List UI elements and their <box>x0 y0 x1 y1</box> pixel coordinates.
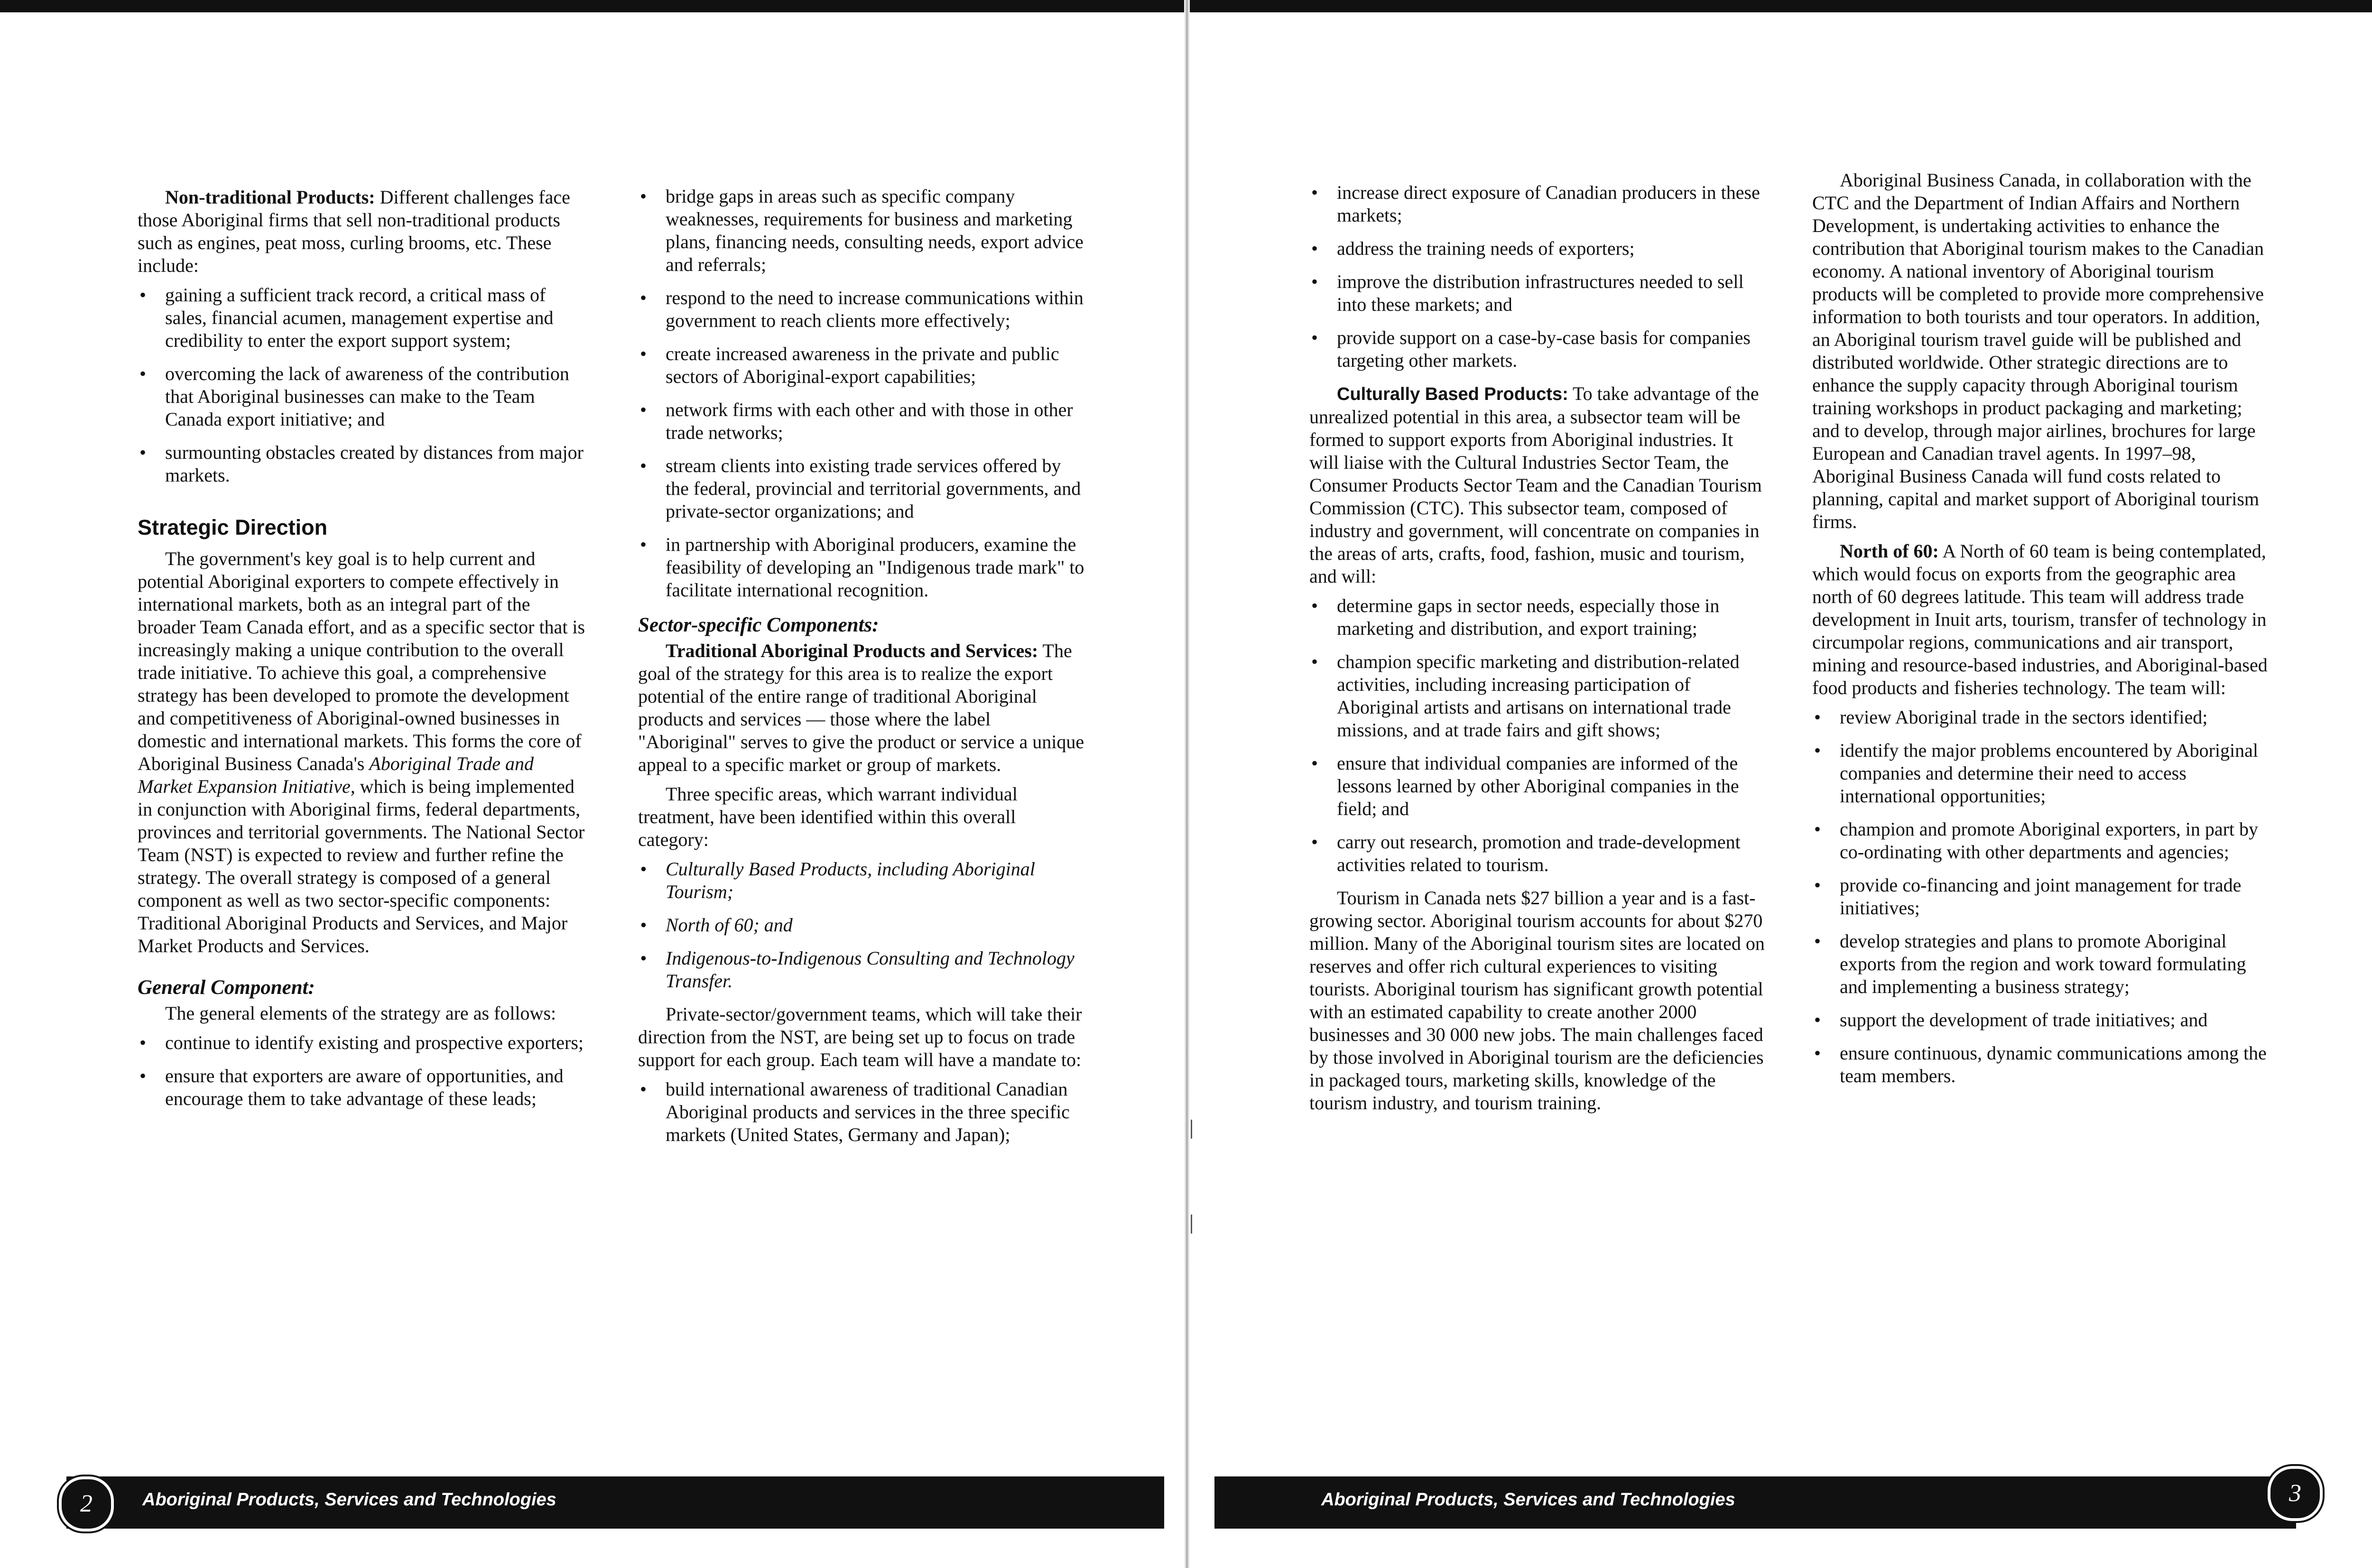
bullet-icon: • <box>139 1065 147 1086</box>
column-2 <box>638 180 1089 1157</box>
lead-traditional: Traditional Aboriginal Products and Services: <box>666 640 1038 661</box>
page-number-right: 3 <box>2268 1466 2323 1521</box>
scan-mark <box>1191 1120 1192 1139</box>
list-item-text: North of 60; and <box>666 914 793 936</box>
column-1 <box>138 186 588 1121</box>
footer-title: Aboriginal Products, Services and Technologies <box>142 1490 556 1510</box>
list-item-text: bridge gaps in areas such as specific company weaknesses, requirements for business and marketing plans, financing needs, consulting needs, export advice and referrals; <box>666 186 1084 275</box>
bullet-icon: • <box>1311 238 1318 259</box>
bullet-icon: • <box>1814 874 1821 896</box>
bullet-icon: • <box>1814 740 1821 761</box>
paragraph-traditional <box>638 640 1089 776</box>
list-item <box>138 1065 588 1110</box>
list-item <box>638 947 1089 993</box>
lead-north-of-60: North of 60: <box>1840 540 1939 562</box>
list-item <box>1309 594 1765 640</box>
footer-bar-left <box>66 1476 1164 1529</box>
list-item-text: continue to identify existing and prospective exporters; <box>165 1032 584 1053</box>
bullet-icon: • <box>1311 271 1318 292</box>
bullet-icon: • <box>640 455 647 476</box>
list-item-text: increase direct exposure of Canadian producers in these markets; <box>1337 182 1760 226</box>
list-item <box>1812 818 2268 863</box>
bullet-icon: • <box>640 534 647 555</box>
list-item-text: improve the distribution infrastructures needed to sell into these markets; and <box>1337 271 1744 315</box>
list-item-text: champion specific marketing and distribution-related activities, including increasing participation of Aboriginal artists and artisans on international trade missions, and at trade fairs and gift shows; <box>1337 651 1740 741</box>
paragraph-general: The general elements of the strategy are as follows: <box>165 1002 556 1024</box>
list-item-text: create increased awareness in the private and public sectors of Aboriginal-export capabilities; <box>666 343 1059 387</box>
bullet-list <box>638 185 1089 602</box>
paragraph-north-of-60 <box>1812 540 2268 699</box>
bullet-icon: • <box>1814 1009 1821 1030</box>
bullet-list <box>1309 594 1765 876</box>
bullet-list <box>638 858 1089 993</box>
list-item-text: carry out research, promotion and trade-development activities related to tourism. <box>1337 831 1741 875</box>
bullet-icon: • <box>640 858 647 880</box>
list-item <box>1812 1042 2268 1087</box>
bullet-icon: • <box>1311 595 1318 616</box>
lead-nontraditional: Non-traditional Products: <box>165 186 375 208</box>
list-item <box>638 914 1089 937</box>
list-item-text: identify the major problems encountered by Aboriginal companies and determine their need to access international opportunities; <box>1840 740 2258 807</box>
list-item <box>1812 739 2268 807</box>
footer-title: Aboriginal Products, Services and Technologies <box>1321 1490 1735 1510</box>
column-3 <box>1309 176 1765 1121</box>
bullet-list <box>1309 181 1765 372</box>
list-item-text: in partnership with Aboriginal producers, examine the feasibility of developing an "Indigenous trade mark" to facilitate international recognition. <box>666 534 1084 601</box>
bullet-icon: • <box>1311 752 1318 774</box>
list-item <box>1309 752 1765 820</box>
paragraph-strategy <box>138 547 588 957</box>
paragraph-text: which is being implemented in conjunction with Aboriginal firms, federal departments, provinces and territorial governments. The National Sector Team (NST) is expected to review and further refine the strategy. The overall strategy is composed of a general component as well as two sector-specific components: Traditional Aboriginal Products and Services, and Major Market Products and Services. <box>138 776 585 956</box>
paragraph-three-areas: Three specific areas, which warrant individual treatment, have been identified within this overall category: <box>638 783 1018 850</box>
bullet-icon: • <box>1814 930 1821 952</box>
list-item-text: ensure that exporters are aware of opportunities, and encourage them to take advantage of these leads; <box>165 1065 564 1109</box>
list-item <box>138 1031 588 1054</box>
bullet-icon: • <box>1814 706 1821 728</box>
list-item <box>1309 181 1765 227</box>
bullet-icon: • <box>640 1078 647 1100</box>
bullet-icon: • <box>640 914 647 936</box>
bullet-icon: • <box>1311 651 1318 672</box>
scan-mark <box>1191 1215 1192 1234</box>
list-item <box>1309 237 1765 260</box>
list-item-text: gaining a sufficient track record, a critical mass of sales, financial acumen, management expertise and credibility to enter the export support system; <box>165 284 554 351</box>
bullet-list <box>1812 706 2268 1087</box>
list-item <box>638 533 1089 602</box>
heading-strategic-direction: Strategic Direction <box>138 515 328 539</box>
column-4 <box>1812 169 2268 1098</box>
bullet-icon: • <box>139 1032 147 1053</box>
bullet-icon: • <box>640 947 647 969</box>
bullet-icon: • <box>640 186 647 207</box>
bullet-icon: • <box>640 287 647 308</box>
list-item-text: stream clients into existing trade services offered by the federal, provincial and territorial governments, and private-sector organizations; and <box>666 455 1081 522</box>
list-item-text: ensure that individual companies are informed of the lessons learned by other Aboriginal companies in the field; and <box>1337 752 1739 819</box>
paragraph-text: A North of 60 team is being contemplated, which would focus on exports from the geographic area north of 60 degrees latitude. This team will address trade development in Inuit arts, tourism, transfer of technology in circumpolar regions, communications and air transport, mining and resource-based industries, and Aboriginal-based food products and fisheries technology. The team will: <box>1812 540 2268 698</box>
list-item <box>1812 706 2268 729</box>
list-item <box>138 284 588 352</box>
list-item <box>638 1078 1089 1146</box>
list-item-text: Indigenous-to-Indigenous Consulting and Technology Transfer. <box>666 947 1075 992</box>
list-item <box>138 362 588 431</box>
paragraph-culturally-based <box>1309 382 1765 588</box>
bullet-list <box>138 284 588 487</box>
list-item <box>138 441 588 487</box>
book-spine <box>1184 0 1190 1568</box>
list-item-text: address the training needs of exporters; <box>1337 238 1635 259</box>
paragraph-tourism: Tourism in Canada nets $27 billion a year and is a fast-growing sector. Aboriginal tourism accounts for about $270 million. Many of the Aboriginal tourism sites are located on reserves and offer rich cultural experiences to visiting tourists. Aboriginal tourism has significant growth potential with an estimated capability to create another 2000 businesses and 30 000 new jobs. The main challenges faced by those involved in Aboriginal tourism are the deficiencies in packaged tours, marketing skills, knowledge of the tourism industry, and tourism training. <box>1309 887 1765 1113</box>
paragraph-text: The goal of the strategy for this area is to realize the export potential of the entire range of traditional Aboriginal products and services — those where the label "Aboriginal" serves to give the product or service a unique appeal to a specific market or group of markets. <box>638 640 1084 775</box>
list-item <box>1309 831 1765 876</box>
bullet-icon: • <box>640 399 647 420</box>
list-item-text: champion and promote Aboriginal exporters, in part by co-ordinating with other departments and agencies; <box>1840 818 2259 863</box>
bullet-list <box>638 1078 1089 1146</box>
list-item <box>638 185 1089 276</box>
bullet-icon: • <box>139 442 147 463</box>
list-item-text: review Aboriginal trade in the sectors identified; <box>1840 706 2208 728</box>
list-item <box>1812 1009 2268 1031</box>
list-item <box>1812 930 2268 998</box>
list-item-text: network firms with each other and with those in other trade networks; <box>666 399 1073 443</box>
list-item-text: determine gaps in sector needs, especially those in marketing and distribution, and export training; <box>1337 595 1720 639</box>
bullet-icon: • <box>1311 831 1318 853</box>
list-item <box>1309 326 1765 372</box>
bullet-icon: • <box>139 284 147 306</box>
paragraph-text: The government's key goal is to help current and potential Aboriginal exporters to compete effectively in international markets, both as an integral part of the broader Team Canada effort, and as a specific sector that is increasingly making a unique contribution to the overall trade initiative. To achieve this goal, a comprehensive strategy has been developed to promote the development and competitiveness of Aboriginal-owned businesses in domestic and international markets. This forms the core of Aboriginal Business Canada's <box>138 548 585 774</box>
bullet-icon: • <box>1311 327 1318 348</box>
list-item-text: support the development of trade initiatives; and <box>1840 1009 2208 1030</box>
bullet-list <box>138 1031 588 1110</box>
paragraph-text: To take advantage of the unrealized potential in this area, a subsector team will be formed to support exports from Aboriginal industries. It will liaise with the Cultural Industries Sector Team, the Consumer Products Sector Team and the Canadian Tourism Commission (CTC). This subsector team, composed of industry and government, will concentrate on companies in the areas of arts, crafts, food, fashion, music and tourism, and will: <box>1309 383 1762 587</box>
lead-culturally-based: Culturally Based Products: <box>1337 384 1568 404</box>
list-item-text: build international awareness of traditional Canadian Aboriginal products and services in the three specific markets (United States, Germany and Japan); <box>666 1078 1070 1145</box>
bullet-icon: • <box>1814 1042 1821 1064</box>
list-item <box>1812 874 2268 919</box>
list-item-text: surmounting obstacles created by distances from major markets. <box>165 442 584 486</box>
list-item <box>638 287 1089 332</box>
paragraph-text: Different challenges face those Aboriginal firms that sell non-traditional products such as engines, peat moss, curling brooms, etc. These include: <box>138 186 570 276</box>
list-item-text: provide co-financing and joint management for trade initiatives; <box>1840 874 2242 919</box>
list-item-text: ensure continuous, dynamic communications among the team members. <box>1840 1042 2267 1086</box>
list-item-text: provide support on a case-by-case basis for companies targeting other markets. <box>1337 327 1751 371</box>
heading-general-component: General Component: <box>138 976 315 999</box>
list-item-text: develop strategies and plans to promote Aboriginal exports from the region and work toward formulating and implementing a business strategy; <box>1840 930 2246 997</box>
list-item <box>1309 650 1765 742</box>
bullet-icon: • <box>1311 182 1318 203</box>
paragraph-abc-collaboration: Aboriginal Business Canada, in collaboration with the CTC and the Department of Indian Affairs and Northern Development, is undertaking activities to enhance the contribution that Aboriginal tourism makes to the Canadian economy. A national inventory of Aboriginal tourism products will be completed to provide more comprehensive information to both tourists and tour operators. In addition, an Aboriginal tourism travel guide will be published and distributed worldwide. Other strategic directions are to enhance the supply capacity through Aboriginal tourism training workshops in product packaging and marketing; and to develop, through major airlines, brochures for large European and Canadian travel agents. In 1997–98, Aboriginal Business Canada will fund costs related to planning, capital and market support of Aboriginal tourism firms. <box>1812 169 2264 532</box>
list-item-text: overcoming the lack of awareness of the contribution that Aboriginal businesses can make to the Team Canada export initiative; and <box>165 363 569 430</box>
footer-bar-right <box>1214 1476 2296 1529</box>
bullet-icon: • <box>640 343 647 364</box>
list-item <box>1309 270 1765 316</box>
paragraph-nontraditional <box>138 186 588 277</box>
page-number-left: 2 <box>59 1476 114 1531</box>
heading-sector-specific: Sector-specific Components: <box>638 614 879 636</box>
paragraph-teams: Private-sector/government teams, which will take their direction from the NST, are being set up to focus on trade support for each group. Each team will have a mandate to: <box>638 1003 1082 1070</box>
initiative-title: Aboriginal Trade and Market Expansion Initiative, <box>138 753 534 797</box>
list-item <box>638 399 1089 444</box>
list-item <box>638 858 1089 903</box>
list-item-text: Culturally Based Products, including Aboriginal Tourism; <box>666 858 1035 902</box>
list-item-text: respond to the need to increase communications within government to reach clients more effectively; <box>666 287 1084 331</box>
list-item <box>638 455 1089 523</box>
bullet-icon: • <box>139 363 147 384</box>
list-item <box>638 343 1089 388</box>
bullet-icon: • <box>1814 818 1821 840</box>
